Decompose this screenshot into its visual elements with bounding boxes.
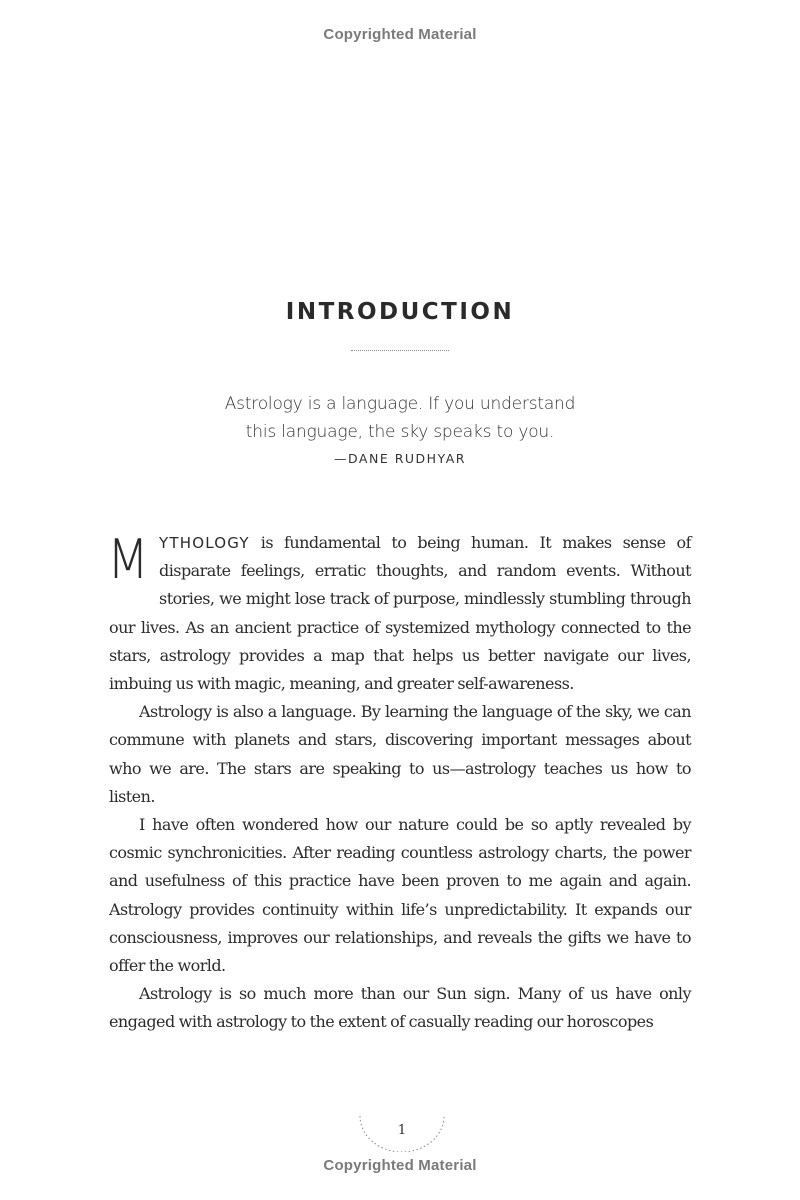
paragraph-4: Astrology is so much more than our Sun sign. Many of us have only engaged with astrology to the extent of casually reading our horoscopes (109, 984, 691, 1032)
paragraph-1-text: is fundamental to being human. It makes sense of disparate feelings, erratic thoughts, and random events. Without stories, we might lose track of purpose, mindlessly stumbling through our lives. As an ancient practice of systemized mythology connected to the stars, astrology provides a map that helps us better navigate our lives, imbuing us with magic, meaning, and greater self-awareness. (109, 533, 691, 694)
drop-cap: M (107, 528, 149, 591)
title-divider (351, 350, 449, 351)
paragraph-3: I have often wondered how our nature could be so aptly revealed by cosmic synchronicities. After reading countless astrology charts, the power and usefulness of this practice have been proven to me again and again. Astrology provides continuity within life’s unpredictability. It expands our consciousness, improves our relationships, and reveals the gifts we have to offer the world. (109, 815, 691, 976)
epigraph-quote (150, 390, 650, 446)
body-text (109, 529, 691, 1037)
epigraph-line-1: Astrology is a language. If you understand (224, 394, 576, 414)
epigraph-line-2: this language, the sky speaks to you. (245, 422, 555, 442)
page-number: 1 (397, 1123, 407, 1138)
lead-small-caps: YTHOLOGY (159, 534, 250, 552)
copyright-watermark-bottom: Copyrighted Material (323, 1157, 477, 1174)
paragraph-2: Astrology is also a language. By learning the language of the sky, we can commune with planets and stars, discovering important messages about who we are. The stars are speaking to us—astrology teaches us how to listen. (109, 702, 691, 806)
copyright-watermark-top: Copyrighted Material (323, 26, 477, 43)
epigraph-author: —DANE RUDHYAR (334, 451, 466, 466)
paragraph-1 (109, 529, 691, 698)
chapter-title: INTRODUCTION (285, 299, 515, 325)
page-number-ornament (358, 1098, 446, 1152)
